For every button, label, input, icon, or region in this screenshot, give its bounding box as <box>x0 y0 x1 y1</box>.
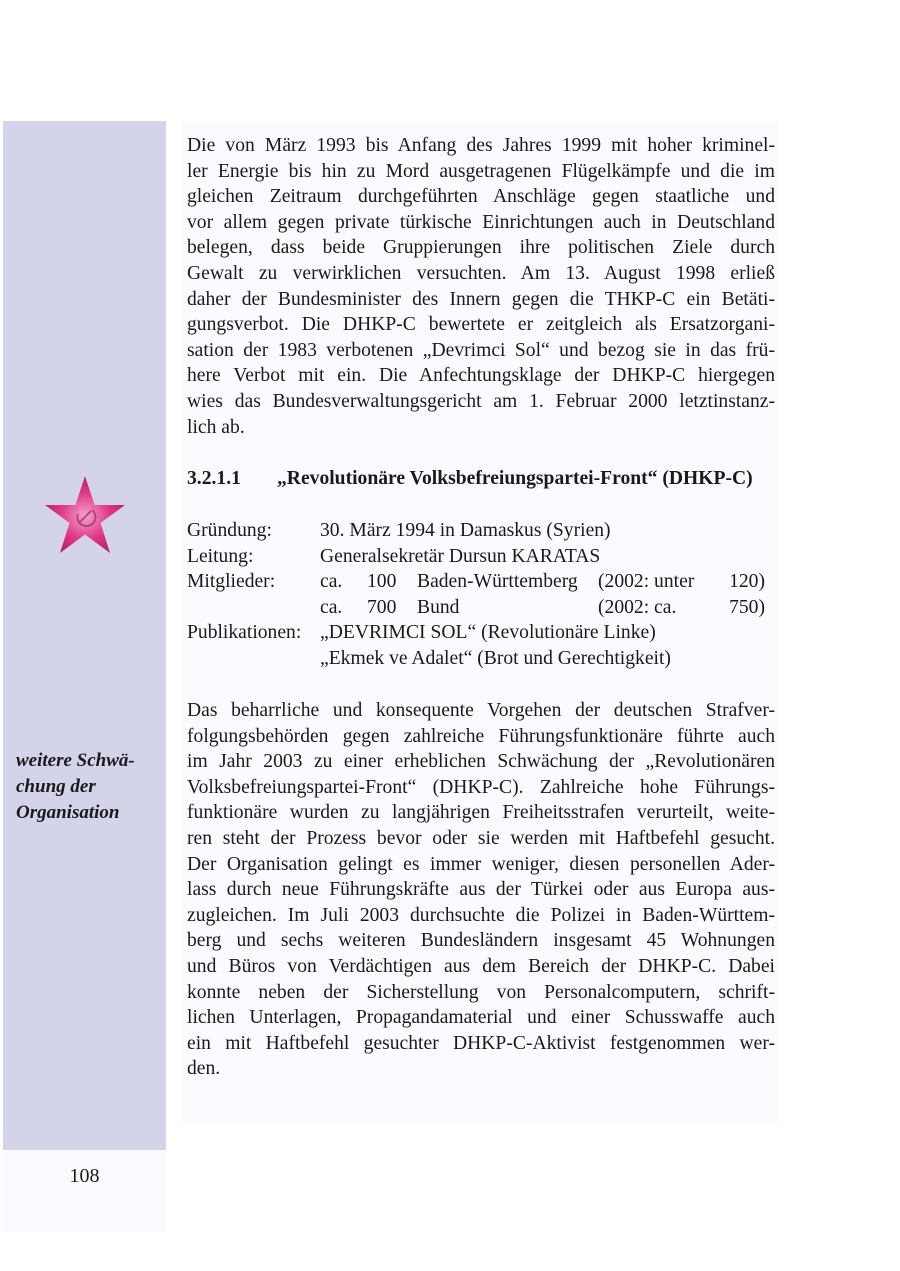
members-place: Baden-Württemberg <box>417 571 578 593</box>
members-place: Bund <box>417 596 460 618</box>
text-line: und Büros von Verdächtigen aus dem Bereich der DHKP-C. Dabei <box>187 955 775 977</box>
facts-table <box>187 518 777 672</box>
facts-row-publications <box>187 646 777 672</box>
text-line: lass durch neue Führungskräfte aus der Türkei oder aus Europa aus- <box>187 879 775 901</box>
text-line: gungsverbot. Die DHKP-C bewertete er zeitgleich als Ersatzorgani- <box>187 314 775 336</box>
facts-row-members <box>187 595 777 621</box>
margin-note-line: chung der <box>16 776 96 797</box>
text-line: ler Energie bis hin zu Mord ausgetragenen Flügelkämpfe und die im <box>187 160 775 182</box>
intro-paragraph <box>187 133 775 440</box>
section-number: 3.2.1.1 <box>187 468 241 489</box>
text-line: daher der Bundesminister des Innern gegen die THKP-C ein Betäti- <box>187 288 775 310</box>
leadership-value: Generalsekretär Dursun KARATAS <box>320 545 601 567</box>
publication-item: „Ekmek ve Adalet“ (Brot und Gerechtigkeit) <box>320 647 671 669</box>
body-paragraph <box>187 698 775 1082</box>
text-line: Gewalt zu verwirklichen versuchten. Am 13. August 1998 erließ <box>187 262 775 284</box>
red-star-emblem-icon <box>42 474 128 556</box>
section-title: „Revolutionäre Volksbefreiungspartei-Front“ (DHKP-C) <box>277 468 753 489</box>
facts-row-founding <box>187 518 777 544</box>
section-heading <box>187 466 787 492</box>
text-line: here Verbot mit ein. Die Anfechtungsklage der DHKP-C hiergegen <box>187 365 775 387</box>
leadership-label: Leitung: <box>187 545 254 567</box>
members-count: 700 <box>367 596 397 618</box>
text-line: ren steht der Prozess bevor oder sie werden mit Haftbefehl gesucht. <box>187 827 775 849</box>
text-line: sation der 1983 verbotenen „Devrimci Sol“ und bezog sie in das frü- <box>187 339 775 361</box>
text-line: Der Organisation gelingt es immer weniger, diesen personellen Ader- <box>187 853 775 875</box>
members-label: Mitglieder: <box>187 571 276 593</box>
members-previous: (2002: unter <box>598 571 695 593</box>
page-number: 108 <box>69 1165 100 1187</box>
text-line: belegen, dass beide Gruppierungen ihre politischen Ziele durch <box>187 237 775 259</box>
founding-value: 30. März 1994 in Damaskus (Syrien) <box>320 520 611 541</box>
text-line: gleichen Zeitraum durchgeführten Anschläge gegen staatliche und <box>187 186 775 208</box>
founding-label: Gründung: <box>187 520 272 541</box>
members-previous-count: 120) <box>729 571 765 593</box>
members-count: 100 <box>367 571 397 593</box>
text-line: folgungsbehörden gegen zahlreiche Führungsfunktionäre führte auch <box>187 725 775 747</box>
text-line: funktionäre wurden zu langjährigen Freiheitsstrafen verurteilt, weite- <box>187 802 775 824</box>
margin-note-line: weitere Schwä- <box>16 750 135 771</box>
facts-row-publications <box>187 620 777 646</box>
members-previous: (2002: ca. <box>598 596 677 618</box>
members-ca: ca. <box>320 571 343 593</box>
text-line: Die von März 1993 bis Anfang des Jahres 1999 mit hoher kriminel- <box>187 135 775 156</box>
text-line: Volksbefreiungspartei-Front“ (DHKP-C). Zahlreiche hohe Führungs- <box>187 776 775 798</box>
text-line: ein mit Haftbefehl gesuchter DHKP-C-Aktivist festgenommen wer- <box>187 1032 775 1054</box>
text-line: wies das Bundesverwaltungsgericht am 1. Februar 2000 letztinstanz- <box>187 390 775 412</box>
sidebar-band <box>3 121 166 1150</box>
publications-label: Publikationen: <box>187 622 302 644</box>
facts-row-leadership <box>187 544 777 570</box>
page-number-area <box>3 1150 166 1232</box>
text-line: im Jahr 2003 zu einer erheblichen Schwächung der „Revolutionären <box>187 751 775 773</box>
text-line: lich ab. <box>187 416 245 438</box>
text-line: zugleichen. Im Juli 2003 durchsuchte die Polizei in Baden-Württem- <box>187 904 775 926</box>
text-line: vor allem gegen private türkische Einrichtungen auch in Deutschland <box>187 211 775 233</box>
publication-item: „DEVRIMCI SOL“ (Revolutionäre Linke) <box>320 622 656 644</box>
text-line: berg und sechs weiteren Bundesländern insgesamt 45 Wohnungen <box>187 930 775 952</box>
facts-row-members <box>187 569 777 595</box>
text-line: den. <box>187 1058 221 1080</box>
margin-note <box>16 748 161 826</box>
text-line: lichen Unterlagen, Propagandamaterial und einer Schusswaffe auch <box>187 1007 775 1029</box>
members-ca: ca. <box>320 596 343 618</box>
margin-note-line: Organisation <box>16 802 120 823</box>
members-previous-count: 750) <box>729 596 765 618</box>
text-line: Das beharrliche und konsequente Vorgehen der deutschen Strafver- <box>187 700 775 721</box>
text-line: konnte neben der Sicherstellung von Personalcomputern, schrift- <box>187 981 775 1003</box>
